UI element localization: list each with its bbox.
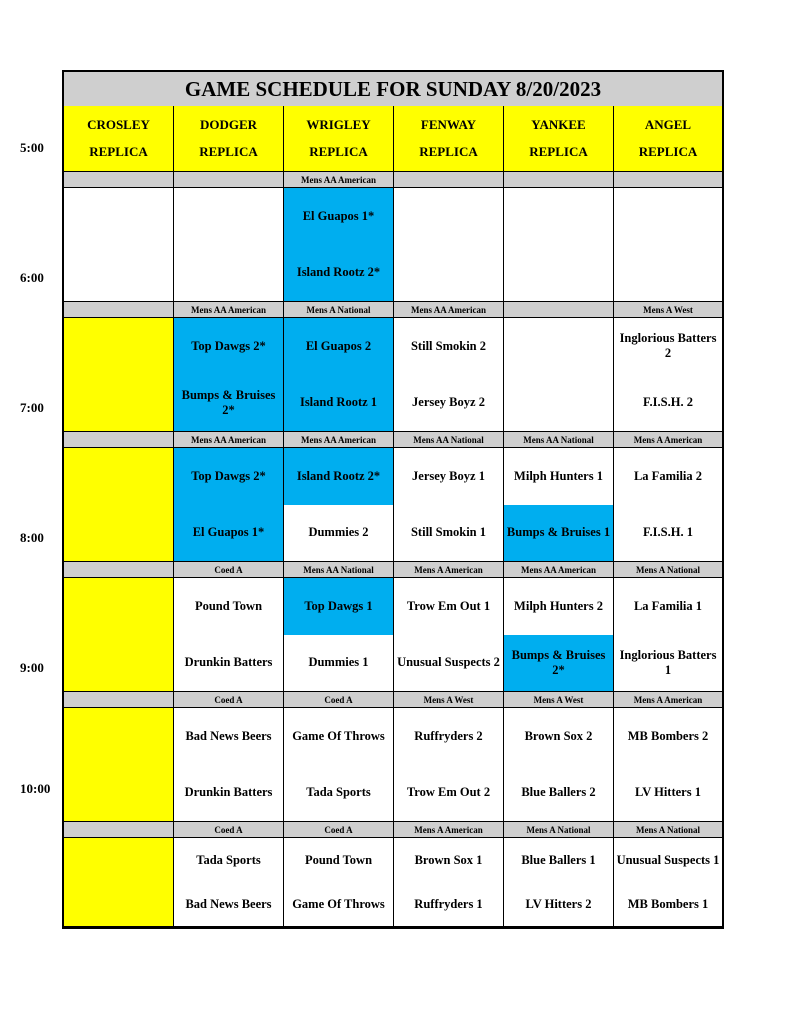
home-team: Trow Em Out 2 [394, 765, 503, 822]
away-team: Tada Sports [174, 838, 283, 882]
game-cell [504, 578, 614, 692]
time-label: 7:00 [20, 400, 44, 415]
home-team [174, 245, 283, 302]
division-label: Mens AA American [174, 302, 284, 318]
division-label: Mens AA National [504, 432, 614, 448]
away-team: Island Rootz 2* [284, 448, 393, 505]
home-team: MB Bombers 1 [614, 882, 722, 926]
field-type: REPLICA [638, 144, 698, 159]
game-cell [394, 708, 504, 822]
away-team: Pound Town [284, 838, 393, 882]
home-team: Tada Sports [284, 765, 393, 822]
division-label: Mens AA National [284, 562, 394, 578]
away-team [394, 188, 503, 245]
away-team [174, 188, 283, 245]
away-team [64, 448, 173, 505]
field-type: REPLICA [199, 144, 258, 159]
away-team: Brown Sox 1 [394, 838, 503, 882]
home-team: Still Smokin 1 [394, 505, 503, 562]
field-type: REPLICA [89, 144, 148, 159]
division-label [64, 432, 174, 448]
time-label: 6:00 [20, 270, 44, 285]
time-label: 8:00 [20, 530, 44, 545]
game-cell [174, 318, 284, 432]
home-team [64, 635, 173, 692]
division-label: Mens AA American [174, 432, 284, 448]
game-cell [64, 708, 174, 822]
field-name: YANKEE [531, 117, 586, 132]
field-name: WRIGLEY [306, 117, 371, 132]
away-team: Top Dawgs 1 [284, 578, 393, 635]
game-cell [284, 318, 394, 432]
game-cell [504, 318, 614, 432]
home-team: LV Hitters 2 [504, 882, 613, 926]
home-team [614, 245, 722, 302]
away-team [504, 318, 613, 375]
division-label: Mens A American [614, 692, 722, 708]
home-team: Dummies 1 [284, 635, 393, 692]
game-cell [174, 448, 284, 562]
game-cell [614, 318, 722, 432]
game-cell [64, 318, 174, 432]
home-team: Bad News Beers [174, 882, 283, 926]
game-cell [614, 188, 722, 302]
division-label [174, 172, 284, 188]
away-team [64, 318, 173, 375]
division-label: Mens A National [614, 562, 722, 578]
game-cell [394, 838, 504, 927]
home-team: Unusual Suspects 2 [394, 635, 503, 692]
division-label [64, 302, 174, 318]
away-team: Unusual Suspects 1 [614, 838, 722, 882]
division-label [614, 172, 722, 188]
division-label: Coed A [174, 822, 284, 838]
division-label: Mens A American [614, 432, 722, 448]
field-header-wrigley [284, 106, 394, 172]
home-team: LV Hitters 1 [614, 765, 722, 822]
home-team [394, 245, 503, 302]
away-team: El Guapos 1* [284, 188, 393, 245]
division-label: Mens A West [504, 692, 614, 708]
field-type: REPLICA [529, 144, 588, 159]
away-team: La Familia 2 [614, 448, 722, 505]
home-team [504, 245, 613, 302]
away-team: Still Smokin 2 [394, 318, 503, 375]
game-cell [64, 838, 174, 927]
game-cell [284, 448, 394, 562]
game-cell [64, 448, 174, 562]
time-label: 5:00 [20, 140, 44, 155]
home-team [64, 375, 173, 432]
division-label [64, 562, 174, 578]
division-label: Mens A National [284, 302, 394, 318]
game-cell [614, 448, 722, 562]
home-team: F.I.S.H. 1 [614, 505, 722, 562]
division-label [394, 172, 504, 188]
game-cell [614, 838, 722, 927]
game-cell [504, 188, 614, 302]
game-cell [174, 578, 284, 692]
away-team: Inglorious Batters 2 [614, 318, 722, 375]
away-team: Bad News Beers [174, 708, 283, 765]
division-label: Mens A American [394, 562, 504, 578]
home-team [64, 882, 173, 926]
division-label: Mens A National [614, 822, 722, 838]
division-label: Coed A [174, 692, 284, 708]
time-label: 10:00 [20, 781, 51, 796]
schedule-title: GAME SCHEDULE FOR SUNDAY 8/20/2023 [64, 72, 722, 107]
home-team [64, 505, 173, 562]
away-team: MB Bombers 2 [614, 708, 722, 765]
home-team: Island Rootz 2* [284, 245, 393, 302]
field-name: DODGER [199, 117, 258, 132]
field-header-angel [614, 106, 722, 172]
game-cell [504, 448, 614, 562]
field-name: FENWAY [420, 117, 477, 132]
field-type: REPLICA [309, 144, 368, 159]
home-team: Drunkin Batters [174, 635, 283, 692]
away-team [64, 578, 173, 635]
division-label [504, 302, 614, 318]
home-team: Game Of Throws [284, 882, 393, 926]
game-cell [504, 838, 614, 927]
away-team: Jersey Boyz 1 [394, 448, 503, 505]
home-team: Blue Ballers 2 [504, 765, 613, 822]
game-cell [394, 188, 504, 302]
home-team [64, 765, 173, 822]
away-team: Ruffryders 2 [394, 708, 503, 765]
division-label [64, 822, 174, 838]
field-header-yankee [504, 106, 614, 172]
game-cell [174, 838, 284, 927]
time-label: 9:00 [20, 660, 44, 675]
home-team [504, 375, 613, 432]
division-label: Coed A [174, 562, 284, 578]
home-team: Bumps & Bruises 2* [504, 635, 613, 692]
division-label: Mens AA National [394, 432, 504, 448]
home-team: Ruffryders 1 [394, 882, 503, 926]
game-cell [614, 578, 722, 692]
game-cell [394, 318, 504, 432]
game-cell [64, 578, 174, 692]
home-team: Jersey Boyz 2 [394, 375, 503, 432]
away-team: El Guapos 2 [284, 318, 393, 375]
game-cell [174, 188, 284, 302]
division-label: Mens A National [504, 822, 614, 838]
field-header-dodger [174, 106, 284, 172]
division-label: Mens AA American [284, 172, 394, 188]
away-team: Milph Hunters 2 [504, 578, 613, 635]
schedule-table [62, 70, 724, 929]
home-team: Island Rootz 1 [284, 375, 393, 432]
division-label [64, 692, 174, 708]
division-label: Mens A American [394, 822, 504, 838]
away-team: Pound Town [174, 578, 283, 635]
away-team: Blue Ballers 1 [504, 838, 613, 882]
home-team: F.I.S.H. 2 [614, 375, 722, 432]
away-team [504, 188, 613, 245]
division-label [64, 172, 174, 188]
division-label: Coed A [284, 822, 394, 838]
away-team: Milph Hunters 1 [504, 448, 613, 505]
away-team [64, 708, 173, 765]
game-cell [284, 708, 394, 822]
home-team: Inglorious Batters 1 [614, 635, 722, 692]
game-cell [284, 838, 394, 927]
division-label: Mens AA American [504, 562, 614, 578]
away-team [614, 188, 722, 245]
game-cell [504, 708, 614, 822]
away-team: Brown Sox 2 [504, 708, 613, 765]
away-team: Top Dawgs 2* [174, 448, 283, 505]
game-cell [284, 188, 394, 302]
division-label: Mens A West [614, 302, 722, 318]
field-header-fenway [394, 106, 504, 172]
division-label [504, 172, 614, 188]
away-team: La Familia 1 [614, 578, 722, 635]
division-label: Mens AA American [284, 432, 394, 448]
game-cell [64, 188, 174, 302]
away-team: Top Dawgs 2* [174, 318, 283, 375]
field-type: REPLICA [419, 144, 478, 159]
division-label: Mens AA American [394, 302, 504, 318]
game-cell [614, 708, 722, 822]
field-name: ANGEL [644, 117, 692, 132]
home-team: Dummies 2 [284, 505, 393, 562]
division-label: Mens A West [394, 692, 504, 708]
division-label: Coed A [284, 692, 394, 708]
home-team: Drunkin Batters [174, 765, 283, 822]
away-team: Trow Em Out 1 [394, 578, 503, 635]
game-cell [394, 578, 504, 692]
home-team: Bumps & Bruises 2* [174, 375, 283, 432]
game-cell [394, 448, 504, 562]
game-cell [284, 578, 394, 692]
game-cell [174, 708, 284, 822]
away-team: Game Of Throws [284, 708, 393, 765]
away-team [64, 838, 173, 882]
home-team [64, 245, 173, 302]
away-team [64, 188, 173, 245]
field-name: CROSLEY [87, 117, 150, 132]
home-team: El Guapos 1* [174, 505, 283, 562]
home-team: Bumps & Bruises 1 [504, 505, 613, 562]
field-header-crosley [64, 106, 174, 172]
